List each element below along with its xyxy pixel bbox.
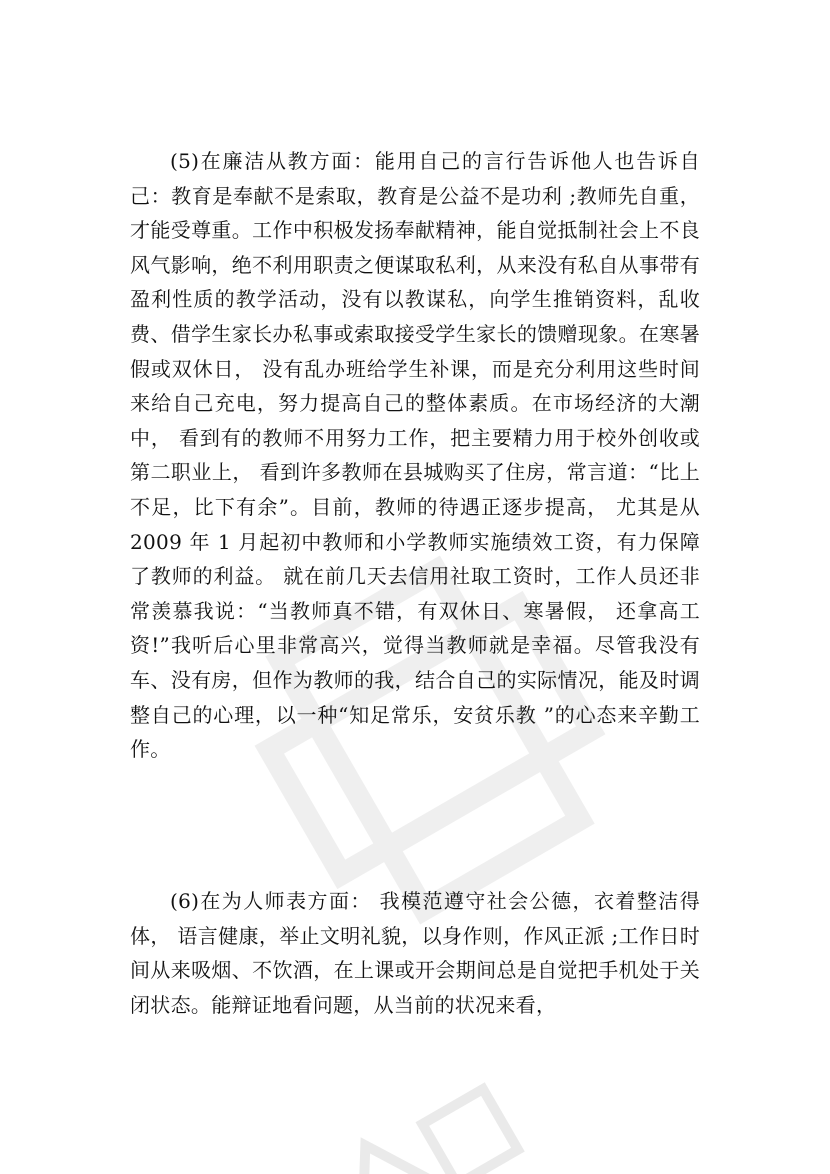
paragraph-integrity: (5)在廉洁从教方面：能用自己的言行告诉他人也告诉自己：教育是奉献不是索取，教育是公益不是功利 ;教师先自重，才能受尊重。工作中积极发扬奉献精神，能自觉抵制社会上不良风气影响，绝不利用职责之便谋取私利，从来没有私自从事带有盈利性质的教学活动，没有以教谋私，向学生推销资料，乱收费、借学生家长办私事或索取接受学生家长的馈赠现象。在寒暑假或双休日， 没有乱办班给学生补课，而是充分利用这些时间来给自己充电，努力提高自己的整体素质。在市场经济的大潮中， 看到有的教师不用努力工作，把主要精力用于校外创收或第二职业上， 看到许多教师在县城购买了住房，常言道：“比上不足，比下有余”。目前，教师的待遇正逐步提高， 尤其是从 2009 年 1 月起初中教师和小学教师实施绩效工资，有力保障了教师的利益。 就在前几天去信用社取工资时，工作人员还非常羡慕我说：“当教师真不错，有双休日、寒暑假， 还拿高工资!”我听后心里非常高兴，觉得当教师就是幸福。尽管我没有车、没有房，但作为教师的我，结合自己的实际情况，能及时调整自己的心理，以一种“知足常乐，安贫乐教 ”的心态来辛勤工作。 bbox=[130, 149, 700, 762]
paragraph-role-model: (6)在为人师表方面： 我模范遵守社会公德，衣着整洁得体， 语言健康，举止文明礼貌，以身作则，作风正派 ;工作日时间从来吸烟、不饮酒，在上课或开会期间总是自觉把手机处于关闭状态。能辩证地看问题，从当前的状况来看， bbox=[130, 889, 700, 1017]
watermark-bottom-icon bbox=[303, 1058, 536, 1174]
